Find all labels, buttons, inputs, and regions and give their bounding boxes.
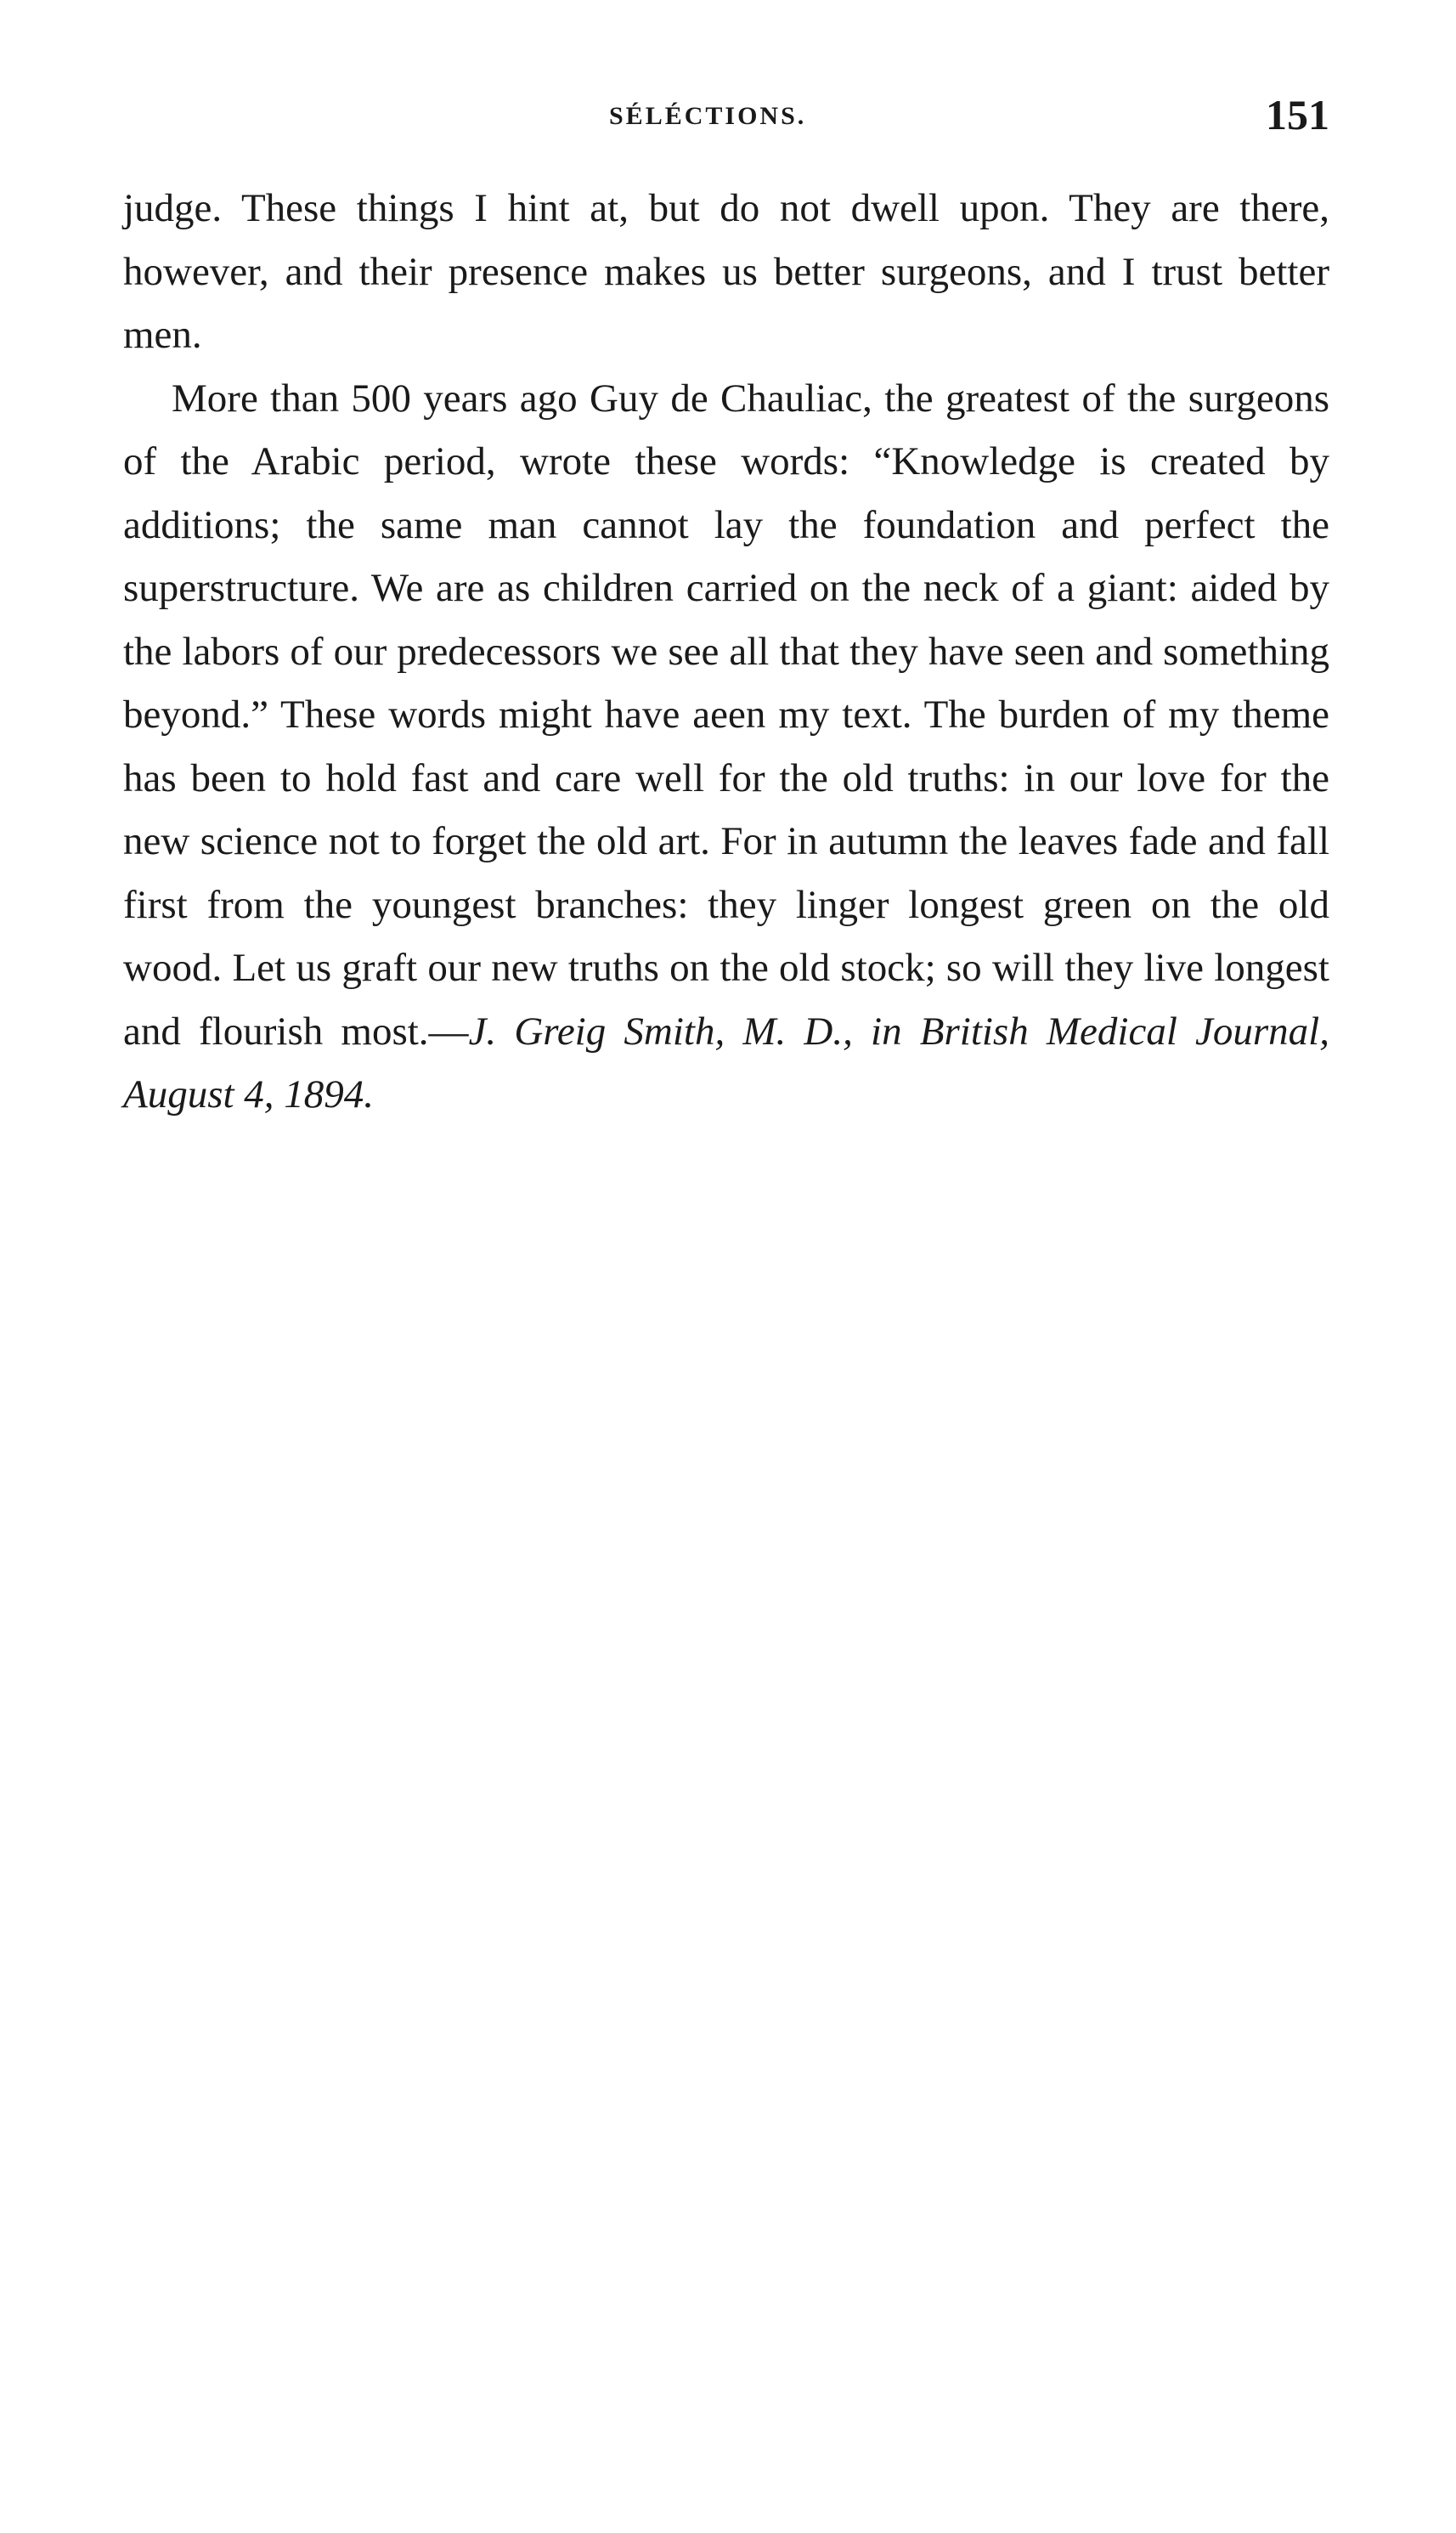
- body-text: [123, 177, 1329, 1127]
- running-head: [123, 91, 1329, 146]
- paragraph-text: More than 500 years ago Guy de Chauliac, the greatest of the surgeons of the Arabic period, wrote these words: “Knowledge is created by additions; the same man cannot lay the foundation and perfect the superstructure. We are as children carried on the neck of a giant: aided by the labors of our predecessors we see all that they have seen and something beyond.” These words might have aeen my text. The burden of my theme has been to hold fast and care well for the old truths: in our love for the new science not to forget the old art. For in autumn the leaves fade and fall first from the youngest branches: they linger longest green on the old wood. Let us graft our new truths on the old stock; so will they live longest and flourish most.—: [123, 376, 1329, 1054]
- running-title: SÉLÉCTIONS.: [609, 102, 807, 130]
- source-attribution: J. Greig Smith, M. D., in British Medical Journal, August 4, 1894.: [123, 1009, 1329, 1117]
- paragraph-continuation: judge. These things I hint at, but do not dwell upon. They are there, however, and their presence makes us better surgeons, and I trust better men.: [123, 186, 1329, 357]
- page-number: 151: [1266, 91, 1329, 139]
- paragraph-chauliac-quote: [123, 367, 1329, 1127]
